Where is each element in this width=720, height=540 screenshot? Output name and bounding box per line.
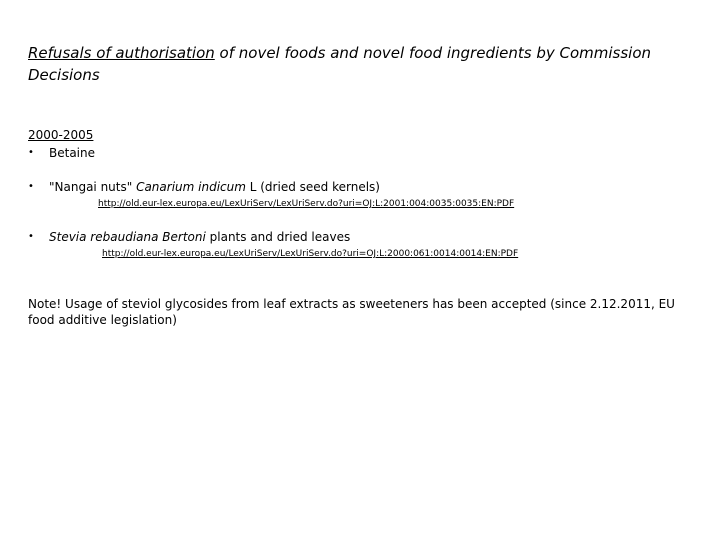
text-pre: "Nangai nuts" bbox=[49, 180, 137, 194]
bullet-icon: • bbox=[28, 147, 34, 158]
period-heading: 2000-2005 bbox=[28, 128, 94, 142]
text-italic: Canarium indicum bbox=[136, 180, 246, 194]
list-item-text: Betaine bbox=[49, 146, 95, 160]
link-nangai-nuts[interactable]: http://old.eur-lex.europa.eu/LexUriServ/LexUriServ.do?uri=OJ:L:2001:004:0035:0035:EN:PDF bbox=[98, 199, 515, 209]
title-rest: of novel foods and novel food ingredients by Commission Decisions bbox=[28, 44, 652, 84]
list-item-text bbox=[49, 179, 380, 195]
page-title bbox=[28, 42, 688, 86]
bullet-icon: • bbox=[28, 181, 34, 192]
text-post: plants and dried leaves bbox=[205, 230, 351, 244]
list-item-text bbox=[49, 229, 350, 245]
bullet-icon: • bbox=[28, 231, 34, 242]
note-text: Note! Usage of steviol glycosides from leaf extracts as sweeteners has been accepted (since 2.12.2011, EU food additive legislation) bbox=[28, 297, 675, 327]
link-stevia[interactable]: http://old.eur-lex.europa.eu/LexUriServ/LexUriServ.do?uri=OJ:L:2000:061:0014:0014:EN:PDF bbox=[102, 249, 519, 259]
text-post: L (dried seed kernels) bbox=[245, 180, 380, 194]
text-italic: Stevia rebaudiana Bertoni bbox=[49, 230, 206, 244]
title-underlined: Refusals of authorisation bbox=[28, 44, 215, 62]
